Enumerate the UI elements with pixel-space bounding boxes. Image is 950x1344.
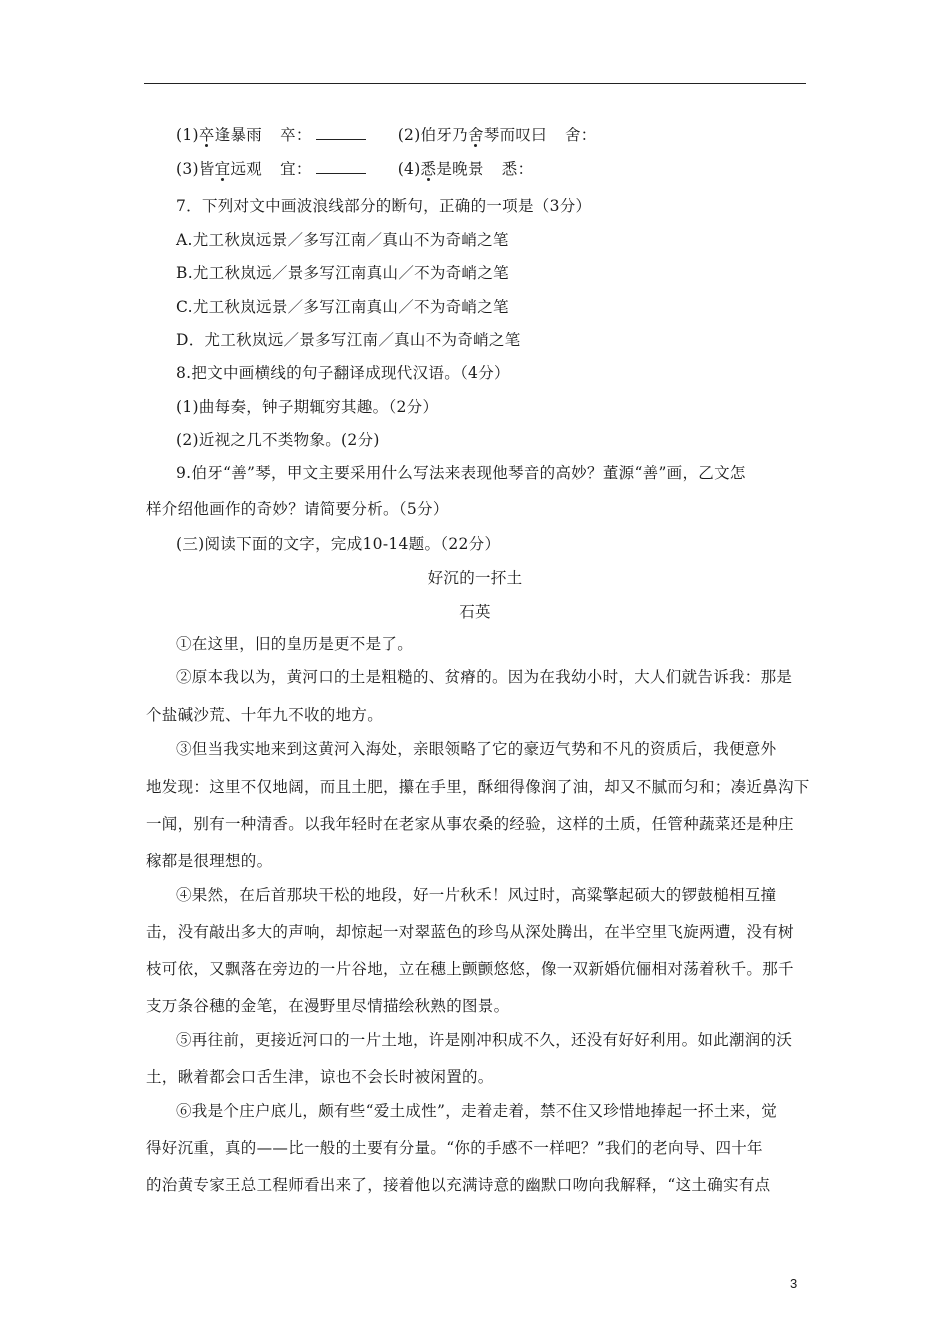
q7-option-b: B.尤工秋岚远／景多写江南真山／不为奇峭之笔 — [176, 264, 509, 282]
emphasis-char: 卒 — [198, 126, 215, 144]
q8-sentence-1: (1)曲每奏，钟子期辄穷其趣。（2分） — [176, 398, 439, 416]
q7-option-a: A.尤工秋岚远景／多写江南／真山不为奇峭之笔 — [176, 231, 509, 249]
article-author: 石英 — [459, 603, 491, 621]
q7-option-d: D．尤工秋岚远／景多写江南／真山不为奇峭之笔 — [176, 331, 521, 349]
article-line: 枝可依，又飘落在旁边的一片谷地，立在穗上颤颤悠悠，像一双新婚伉俪相对荡着秋千。那千 — [146, 960, 794, 978]
article-line: ⑥我是个庄户底儿，颇有些“爱土成性”，走着走着，禁不住又珍惜地捧起一抔土来，觉 — [176, 1102, 778, 1120]
q8-sentence-2: (2)近视之几不类物象。(2分) — [176, 431, 380, 449]
article-line: ①在这里，旧的皇历是更不是了。 — [176, 635, 414, 653]
article-line: ⑤再往前，更接近河口的一片土地，许是刚冲积成不久，还没有好好利用。如此潮润的沃 — [176, 1031, 793, 1049]
article-line: 击，没有敲出多大的声响，却惊起一对翠蓝色的珍鸟从深处腾出，在半空里飞旋两遭，没有树 — [146, 923, 794, 941]
q9-line-2: 样介绍他画作的奇妙？请简要分析。（5分） — [146, 500, 449, 518]
emphasis-char: 悉 — [420, 160, 437, 178]
emphasis-char: 舍 — [467, 126, 484, 144]
article-line: 地发现：这里不仅地阔，而且土肥，攥在手里，酥细得像润了油，却又不腻而匀和；凑近鼻沟下 — [146, 778, 810, 796]
q7-option-c: C.尤工秋岚远景／多写江南真山／不为奇峭之笔 — [176, 298, 509, 316]
q6-item-4: (4)悉是晚景 — [397, 160, 484, 178]
page-number: 3 — [790, 1276, 798, 1291]
q8-stem: 8.把文中画横线的句子翻译成现代汉语。（4分） — [176, 364, 510, 382]
q6-row-2 — [176, 158, 836, 180]
q7-stem: 7．下列对文中画波浪线部分的断句，正确的一项是（3分） — [176, 197, 592, 215]
article-line: ②原本我以为，黄河口的土是粗糙的、贫瘠的。因为在我幼小时，大人们就告诉我：那是 — [176, 668, 793, 686]
article-line: 土，瞅着都会口舌生津，谅也不会长时被闲置的。 — [146, 1068, 494, 1086]
article-line: 支万条谷穗的金笔，在漫野里尽情描绘秋熟的图景。 — [146, 997, 510, 1015]
header-rule — [144, 83, 806, 84]
answer-blank-1[interactable] — [316, 125, 366, 140]
article-line: ③但当我实地来到这黄河入海处，亲眼领略了它的豪迈气势和不凡的资质后，我便意外 — [176, 740, 777, 758]
q6-item-4-key: 悉： — [501, 160, 534, 178]
article-line: ④果然，在后首那块干松的地段，好一片秋禾！风过时，高粱擎起硕大的锣鼓槌相互撞 — [176, 886, 777, 904]
q6-item-1-key: 卒： — [280, 126, 312, 144]
emphasis-char: 宜 — [214, 160, 231, 178]
q6-row-1 — [176, 124, 836, 146]
q9-line-1: 9.伯牙“善”琴，甲文主要采用什么写法来表现他琴音的高妙？董源“善”画，乙文怎 — [176, 464, 746, 482]
article-line: 个盐碱沙荒、十年九不收的地方。 — [146, 706, 384, 724]
q6-item-3-key: 宜： — [280, 160, 312, 178]
answer-blank-3[interactable] — [316, 159, 366, 174]
section-3-heading: (三)阅读下面的文字，完成10-14题。（22分） — [176, 535, 501, 553]
article-line: 得好沉重，真的——比一般的土要有分量。“你的手感不一样吧？”我们的老向导、四十年 — [146, 1139, 763, 1157]
article-line: 稼都是很理想的。 — [146, 852, 273, 870]
q6-item-2: (2)伯牙乃舍琴而叹曰 — [397, 126, 547, 144]
article-line: 一闻，别有一种清香。以我年轻时在老家从事农桑的经验，这样的土质，任管种蔬菜还是种庄 — [146, 815, 794, 833]
q6-item-2-key: 舍： — [564, 126, 597, 144]
q6-item-1: (1)卒逢暴雨 — [176, 126, 263, 144]
q6-item-3: (3)皆宜远观 — [176, 160, 263, 178]
article-title: 好沉的一抔土 — [427, 569, 523, 587]
article-line: 的治黄专家王总工程师看出来了，接着他以充满诗意的幽默口吻向我解释，“这土确实有点 — [146, 1176, 771, 1194]
